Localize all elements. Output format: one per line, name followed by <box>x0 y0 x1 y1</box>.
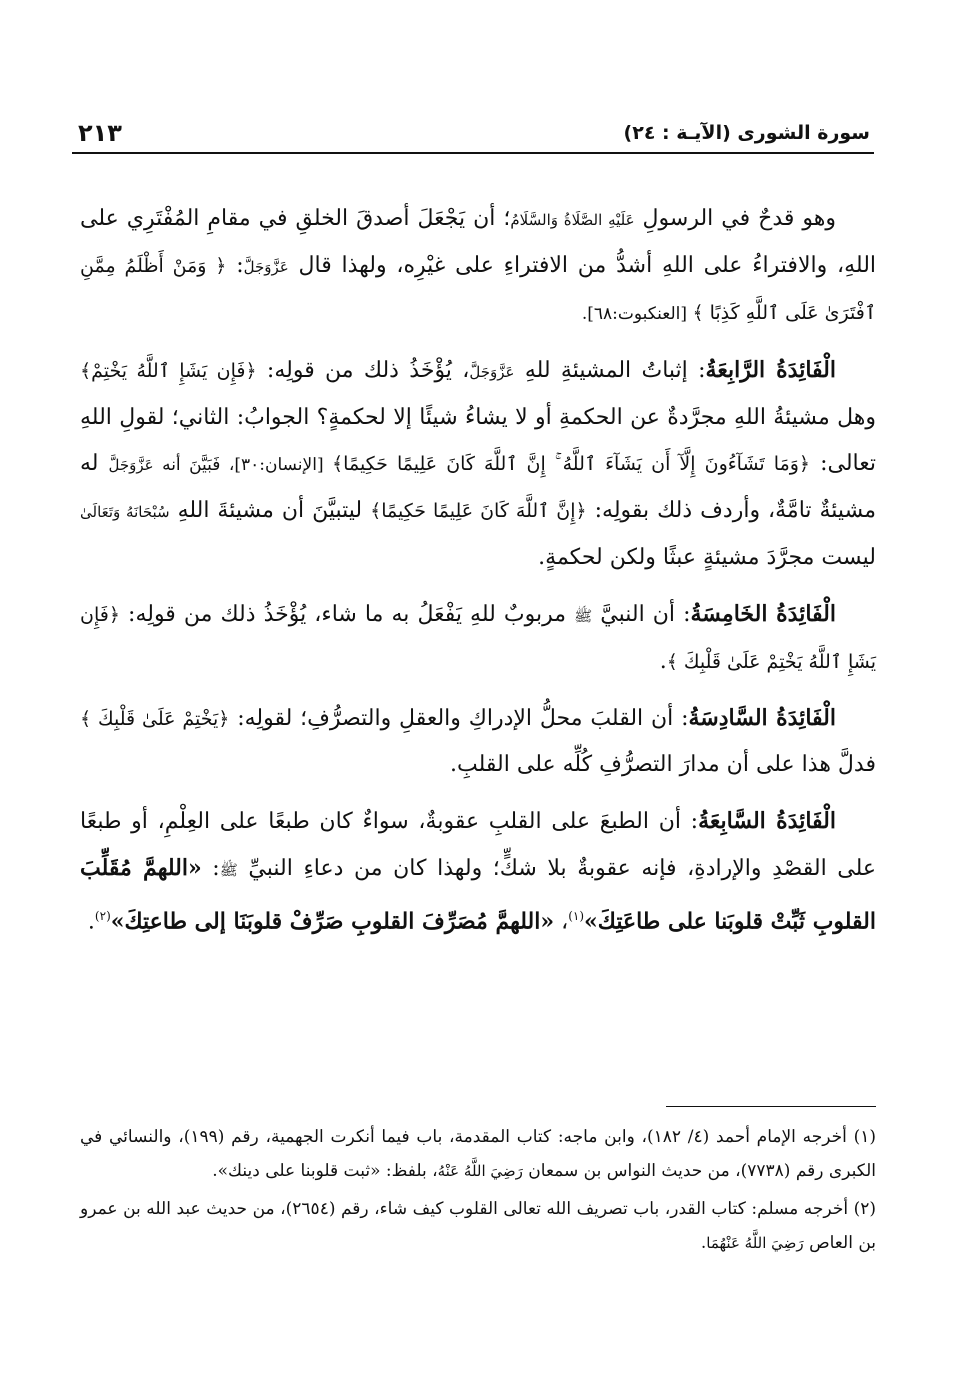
text-run: له مشيئةٌ تامَّةٌ، وأردف ذلك بقولِه: <box>80 451 876 523</box>
honorific: عَزَّوَجَلَّ <box>469 363 515 381</box>
honorific: سُبْحَانَهُ وَتَعَالَىٰ <box>80 503 170 521</box>
text-run: وهل مشيئةُ اللهِ مجرَّدةٌ عن الحكمةِ أو لا يشاءُ شيئًا إلا لحكمةٍ؟ الجوابُ: الثاني؛ لقولِ اللهِ تعالى: <box>80 405 876 476</box>
footnote-2 <box>80 1192 876 1260</box>
text-run: . <box>87 909 95 935</box>
text-run: : أن القلبَ محلُّ الإدراكِ والعقلِ والتصرُّفِ؛ لقولِه: <box>229 706 689 731</box>
honorific: ﷺ <box>219 861 238 879</box>
hadith-quote: «اللهمَّ مُقَلِّبَ القلوبِ ثَبِّتْ قلوبَنا على طاعَتِكَ» <box>80 855 876 935</box>
honorific: عَزَّوَجَلَّ <box>243 258 289 276</box>
paragraph-5 <box>80 798 876 945</box>
text-run: وهو قدحٌ في الرسولِ <box>634 206 836 231</box>
section-lead: الْفَائِدَةُ السَّادِسَةُ <box>688 705 836 731</box>
quran-quote: ﴿يَخْتِمْ عَلَىٰ قَلْبِكَ ﴾ <box>80 708 230 730</box>
text-run: ، يُؤْخَذُ ذلك من قولِه: <box>256 358 470 383</box>
text-run: : إثباتُ المشيئةِ للهِ <box>514 358 706 383</box>
honorific: عَلَيْهِ الصَّلَاةُ وَالسَّلَامُ <box>510 211 635 229</box>
running-title: سورة الشورى (الآيـة : ٢٤) <box>623 122 870 144</box>
footnote-1 <box>80 1120 876 1188</box>
text-run: فدلَّ هذا على أن مدارَ التصرُّفِ كُلِّه على القلبِ. <box>450 752 876 777</box>
section-lead: الْفَائِدَةُ السَّابِعَةُ <box>698 808 836 834</box>
paragraph-1 <box>80 196 876 337</box>
footnote-text: ، بلفظ: «ثبت قلوبنا على دينك». <box>212 1161 438 1181</box>
hadith-quote: «اللهمَّ مُصَرِّفَ القلوبِ صَرِّفْ قلوبَنَا إلى طاعتِكَ» <box>110 908 555 935</box>
quran-quote: ﴿ وَمَنْ أَظْلَمُ مِمَّنِ ٱفْتَرَىٰ عَلَى ٱللَّهِ كَذِبًا ﴾ <box>80 255 876 324</box>
quran-quote: ﴿إِنَّ ٱللَّهَ كَانَ عَلِيمًا حَكِيمًا﴾ <box>370 500 587 522</box>
footnote-text: (١) أخرجه الإمام أحمد (٤/ ١٨٢)، وابن ماجه: كتاب المقدمة، باب فيما أنكرت الجهمية، رقم (١٩٩)، والنسائي في الكبرى رقم (٧٧٣٨)، من حديث النواس بن سمعان <box>80 1127 876 1181</box>
quran-quote: ﴿وَمَا تَشَآءُونَ إِلَّآ أَن يَشَآءَ ٱللَّهُ ۚ إِنَّ ٱللَّهَ كَانَ عَلِيمًا حَكِيمًا﴾ <box>332 453 811 475</box>
header-rule <box>72 152 874 154</box>
footnote-marker[interactable]: (١) <box>568 909 585 923</box>
footnote-marker[interactable]: (٢) <box>94 909 111 923</box>
honorific: رَضِيَ اللَّهُ عَنْهُمَا <box>706 1234 804 1252</box>
text-run: : <box>201 856 220 881</box>
paragraph-2 <box>80 347 876 581</box>
paragraph-4 <box>80 695 876 788</box>
honorific: ﷺ <box>574 607 593 625</box>
main-text <box>80 196 876 955</box>
honorific: عَزَّوَجَلَّ <box>108 456 154 474</box>
text-run: : <box>226 253 244 278</box>
footnote-text: . <box>700 1233 707 1253</box>
section-lead: الْفَائِدَةُ الخَامِسَةُ <box>690 601 836 627</box>
text-run: ، <box>554 909 569 935</box>
page-header <box>72 118 874 154</box>
page-number: ٢١٣ <box>78 119 122 147</box>
paragraph-3 <box>80 591 876 685</box>
quran-quote: ﴿فَإِن يَشَإِ ٱللَّهُ يَخْتِمْ عَلَىٰ قَلْبِكَ ﴾ <box>80 604 876 673</box>
quran-quote: ﴿فَإِن يَشَإِ ٱللَّهُ يَخْتِمْ﴾ <box>80 360 257 382</box>
honorific: رَضِيَ اللَّهُ عَنْهُ <box>437 1162 523 1180</box>
section-lead: الْفَائِدَةُ الرَّابِعَةُ <box>705 357 836 383</box>
surah-reference: [العنكبوت:٦٨]. <box>581 304 693 324</box>
text-run: مربوبٌ للهِ يَفْعَلُ به ما شاء، يُؤْخَذُ ذلك من قولِه: <box>119 602 575 627</box>
text-run: ؛ أن يَجْعَلَ أصدقَ الخلقِ في مقامِ المُفْتَرِي على اللهِ، والافتراءُ على اللهِ أشدُّ من الافتراءِ على غيْرِه، ولهذا قال <box>80 206 877 278</box>
text-run: : أن الطبعَ على القلبِ عقوبةٌ، سواءٌ كان طبعًا على العِلْمِ، أو طبعًا على القصْدِ والإرادةِ، فإنه عقوبةٌ بلا شكٍّ؛ ولهذا كان من دعاءِ النبيِّ <box>80 809 877 881</box>
text-run: ليست مجرَّدَ مشيئةٍ عبثًا ولكن لحكمةٍ. <box>538 545 876 570</box>
text-run: ليتبيَّنَ أن مشيئةَ اللهِ <box>169 498 371 523</box>
footnote-text: (٢) أخرجه مسلم: كتاب القدر، باب تصريف الله تعالى القلوب كيف شاء، رقم (٢٦٥٤)، من حديث عبد الله بن عمرو بن العاص <box>80 1199 876 1253</box>
text-run: . <box>659 649 667 674</box>
text-run: : أن النبيَّ <box>592 602 691 627</box>
surah-reference: [الإنسان:٣٠]، فَبَيَّنَ أنه <box>153 455 333 475</box>
footnote-separator <box>666 1106 876 1107</box>
footnotes <box>80 1120 876 1264</box>
